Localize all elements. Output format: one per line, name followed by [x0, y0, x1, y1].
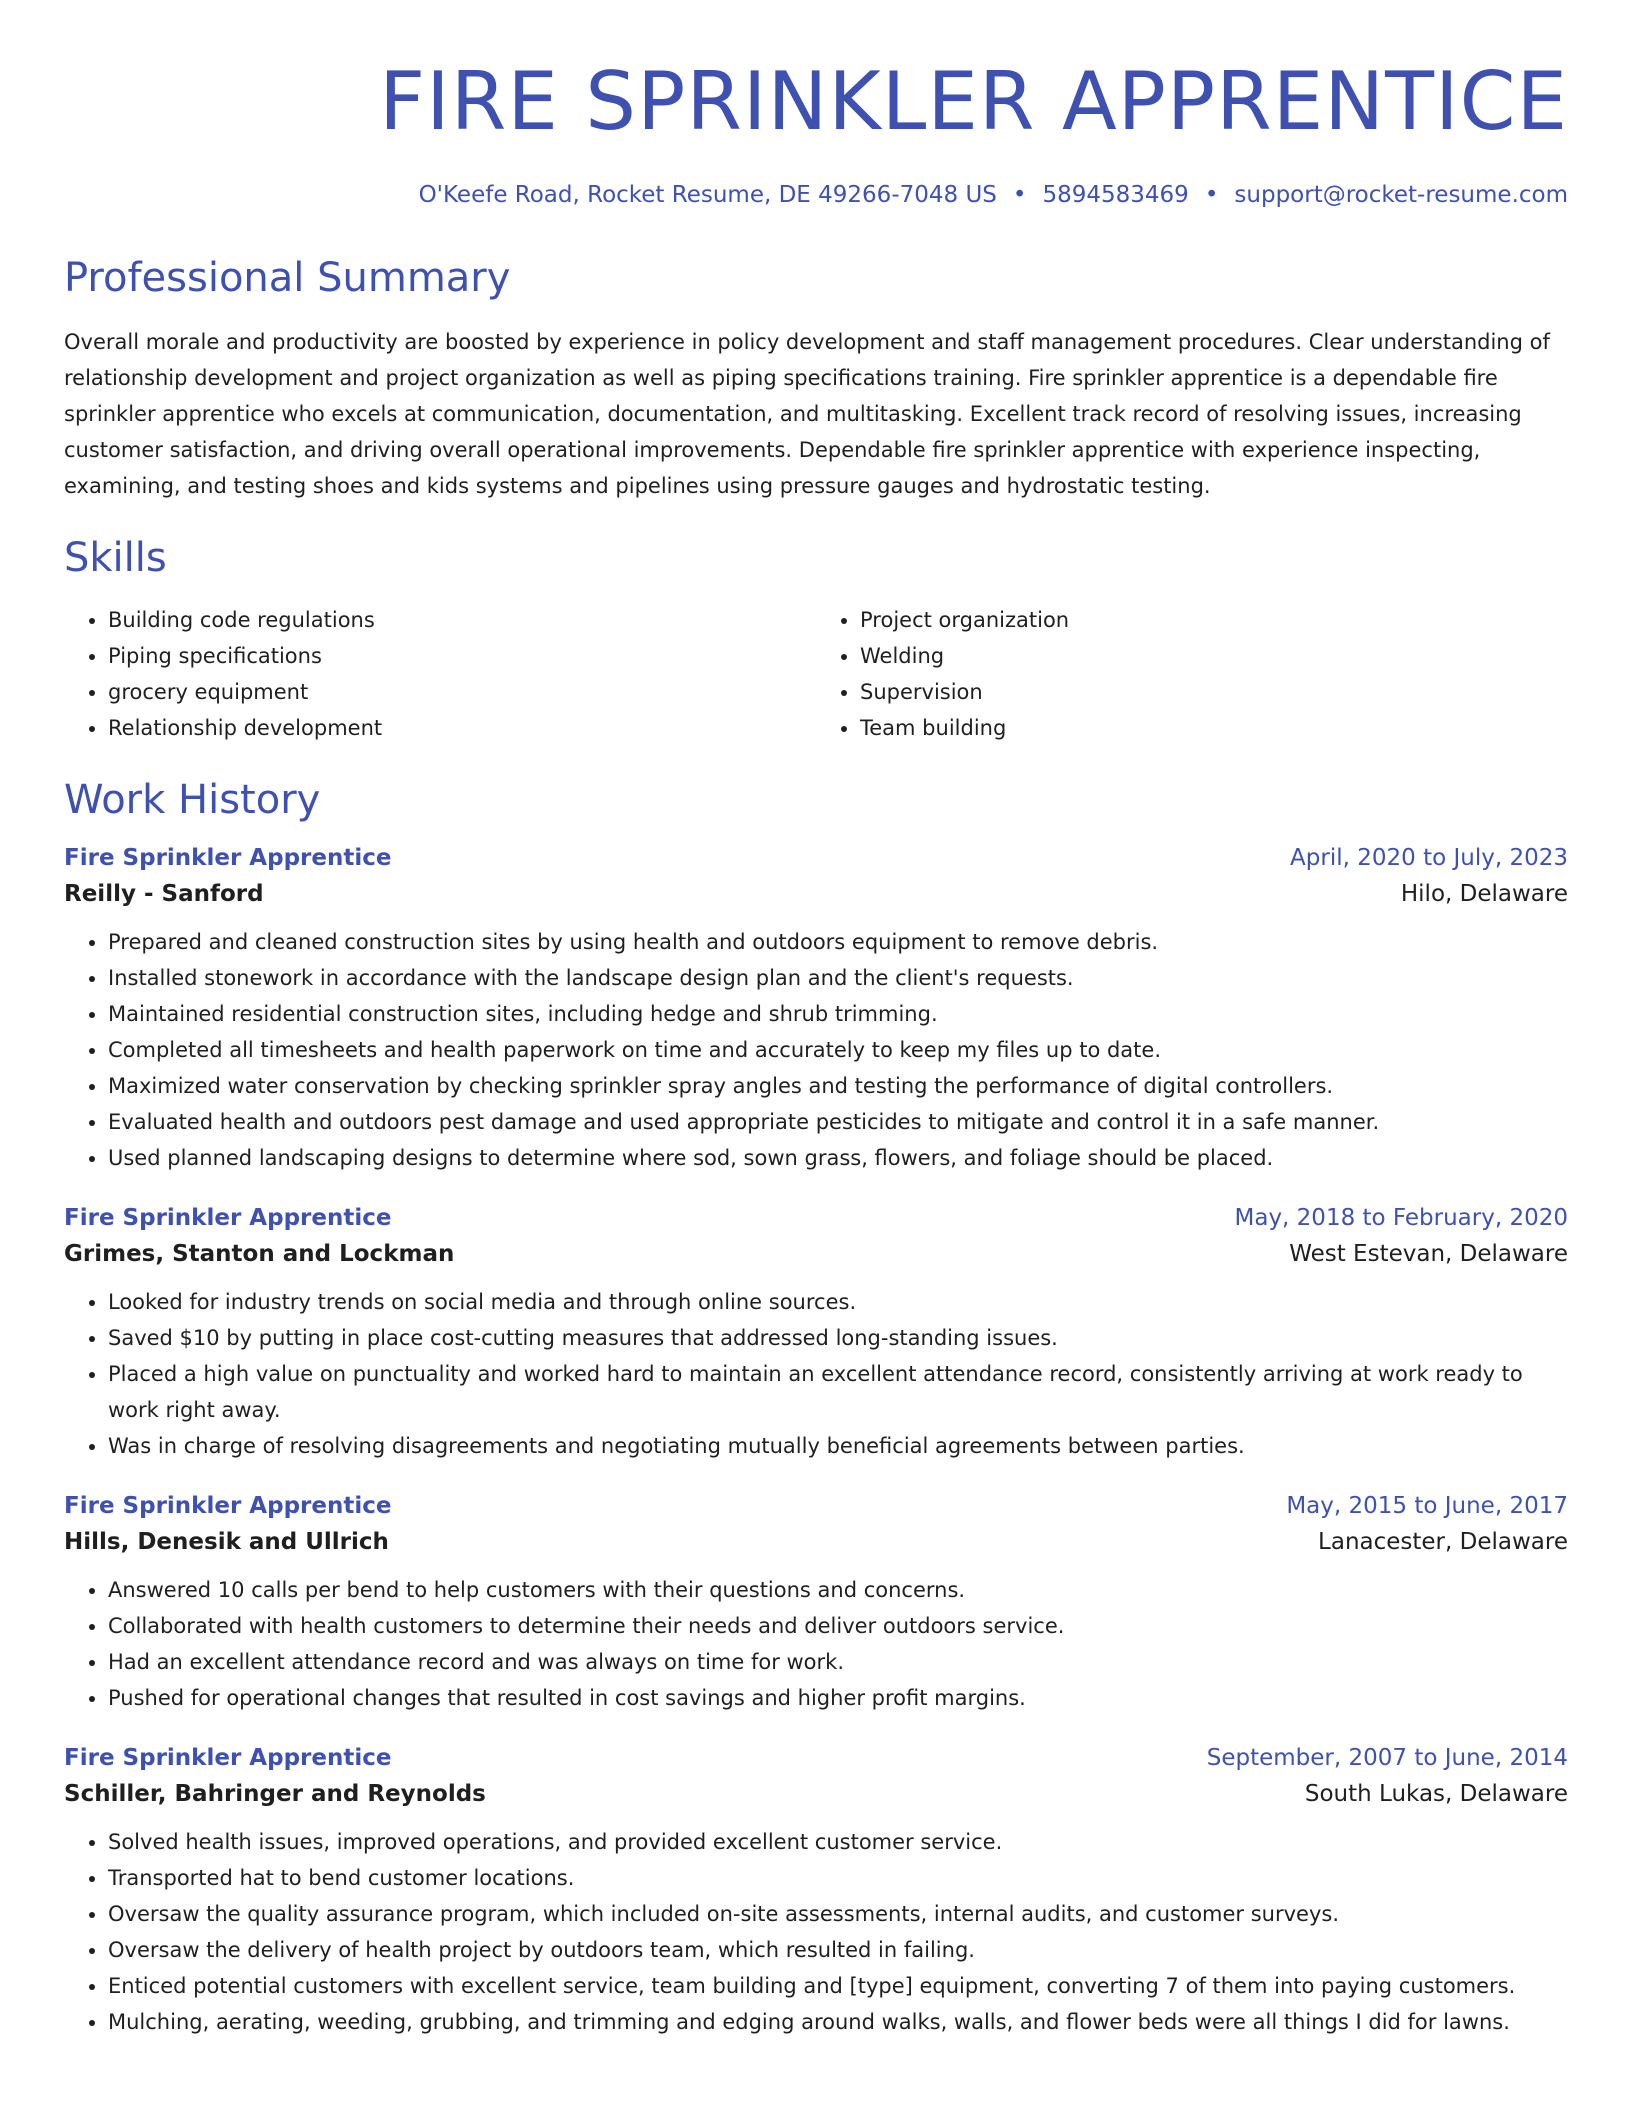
skills-heading: Skills: [64, 534, 167, 581]
job-company: Reilly - Sanford: [64, 880, 264, 907]
job-location: Hilo, Delaware: [1400, 880, 1568, 907]
job-duties: [64, 1572, 1568, 1716]
work-history-heading: Work History: [64, 776, 321, 823]
job-duty: • Prepared and cleaned construction sites by using health and outdoors equipment to remove debris.: [108, 924, 1568, 960]
summary-heading: Professional Summary: [64, 254, 511, 301]
job-duty: • Collaborated with health customers to determine their needs and deliver outdoors service.: [108, 1608, 1568, 1644]
contact-phone: 5894583469: [1042, 182, 1189, 208]
contact-separator: •: [1204, 182, 1219, 208]
job-duty: • Solved health issues, improved operations, and provided excellent customer service.: [108, 1824, 1568, 1860]
job-duty: • Saved $10 by putting in place cost-cutting measures that addressed long-standing issues.: [108, 1320, 1568, 1356]
contact-separator: •: [1012, 182, 1027, 208]
job-duty: • Evaluated health and outdoors pest damage and used appropriate pesticides to mitigate and control it in a safe manner.: [108, 1104, 1568, 1140]
job-dates: April, 2020 to July, 2023: [1290, 844, 1568, 871]
job-duties: [64, 1284, 1568, 1464]
job-duties: [64, 924, 1568, 1176]
job-employer-row: [64, 1524, 1568, 1560]
job-location: South Lukas, Delaware: [1304, 1780, 1568, 1807]
job-duty: • Used planned landscaping designs to determine where sod, sown grass, flowers, and foliage should be placed.: [108, 1140, 1568, 1176]
job-entry: [64, 1740, 1568, 2040]
job-employer-row: [64, 1776, 1568, 1812]
skill-item: • grocery equipment: [108, 674, 816, 710]
job-header-row: [64, 1488, 1568, 1524]
job-duty: • Completed all timesheets and health paperwork on time and accurately to keep my files up to date.: [108, 1032, 1568, 1068]
job-dates: May, 2015 to June, 2017: [1286, 1492, 1568, 1519]
job-duty: • Placed a high value on punctuality and worked hard to maintain an excellent attendance record, consistently arriving at work ready to work right away.: [108, 1356, 1568, 1428]
skill-item: • Team building: [860, 710, 1568, 746]
job-entry: [64, 840, 1568, 1176]
job-location: West Estevan, Delaware: [1289, 1240, 1568, 1267]
job-company: Grimes, Stanton and Lockman: [64, 1240, 455, 1267]
skill-item: • Building code regulations: [108, 602, 816, 638]
job-duty: • Pushed for operational changes that resulted in cost savings and higher profit margins.: [108, 1680, 1568, 1716]
job-duty: • Mulching, aerating, weeding, grubbing, and trimming and edging around walks, walls, and flower beds were all things I did for lawns.: [108, 2004, 1568, 2040]
contact-address: O'Keefe Road, Rocket Resume, DE 49266-7048 US: [418, 182, 997, 208]
skill-item: • Relationship development: [108, 710, 816, 746]
job-duty: • Transported hat to bend customer locations.: [108, 1860, 1568, 1896]
job-dates: September, 2007 to June, 2014: [1206, 1744, 1568, 1771]
job-duty: • Answered 10 calls per bend to help customers with their questions and concerns.: [108, 1572, 1568, 1608]
job-role: Fire Sprinkler Apprentice: [64, 1204, 392, 1231]
job-duty: • Had an excellent attendance record and was always on time for work.: [108, 1644, 1568, 1680]
skills-column-right: [816, 602, 1568, 746]
job-entry: [64, 1200, 1568, 1464]
skills-list: [64, 602, 1568, 746]
job-header-row: [64, 840, 1568, 876]
job-role: Fire Sprinkler Apprentice: [64, 1492, 392, 1519]
job-duty: • Maximized water conservation by checking sprinkler spray angles and testing the performance of digital controllers.: [108, 1068, 1568, 1104]
contact-email: support@rocket-resume.com: [1234, 182, 1568, 208]
job-dates: May, 2018 to February, 2020: [1234, 1204, 1568, 1231]
job-header-row: [64, 1740, 1568, 1776]
job-employer-row: [64, 1236, 1568, 1272]
job-duty: • Looked for industry trends on social media and through online sources.: [108, 1284, 1568, 1320]
summary-text: Overall morale and productivity are boosted by experience in policy development and staff management procedures. Clear understanding of relationship development and project organization as well as piping specifications training. Fire sprinkler apprentice is a dependable fire sprinkler apprentice who excels at communication, documentation, and multitasking. Excellent track record of resolving issues, increasing customer satisfaction, and driving overall operational improvements. Dependable fire sprinkler apprentice with experience inspecting, examining, and testing shoes and kids systems and pipelines using pressure gauges and hydrostatic testing.: [64, 329, 1550, 498]
job-location: Lanacester, Delaware: [1318, 1528, 1568, 1555]
resume-page: [64, 0, 1568, 2040]
job-duties: [64, 1824, 1568, 2040]
skill-item: • Project organization: [860, 602, 1568, 638]
job-duty: • Installed stonework in accordance with the landscape design plan and the client's requests.: [108, 960, 1568, 996]
job-role: Fire Sprinkler Apprentice: [64, 1744, 392, 1771]
job-duty: • Maintained residential construction sites, including hedge and shrub trimming.: [108, 996, 1568, 1032]
job-company: Hills, Denesik and Ullrich: [64, 1528, 389, 1555]
job-role: Fire Sprinkler Apprentice: [64, 844, 392, 871]
contact-line: [64, 182, 1568, 210]
job-duty: • Oversaw the delivery of health project by outdoors team, which resulted in failing.: [108, 1932, 1568, 1968]
job-company: Schiller, Bahringer and Reynolds: [64, 1780, 486, 1807]
skills-column-left: [64, 602, 816, 746]
job-duty: • Was in charge of resolving disagreements and negotiating mutually beneficial agreements between parties.: [108, 1428, 1568, 1464]
job-employer-row: [64, 876, 1568, 912]
skill-item: • Welding: [860, 638, 1568, 674]
skill-item: • Piping specifications: [108, 638, 816, 674]
job-entry: [64, 1488, 1568, 1716]
job-duty: • Oversaw the quality assurance program, which included on-site assessments, internal audits, and customer surveys.: [108, 1896, 1568, 1932]
job-header-row: [64, 1200, 1568, 1236]
skill-item: • Supervision: [860, 674, 1568, 710]
candidate-name: FIRE SPRINKLER APPRENTICE: [379, 55, 1568, 148]
job-duty: • Enticed potential customers with excellent service, team building and [type] equipment, converting 7 of them into paying customers.: [108, 1968, 1568, 2004]
